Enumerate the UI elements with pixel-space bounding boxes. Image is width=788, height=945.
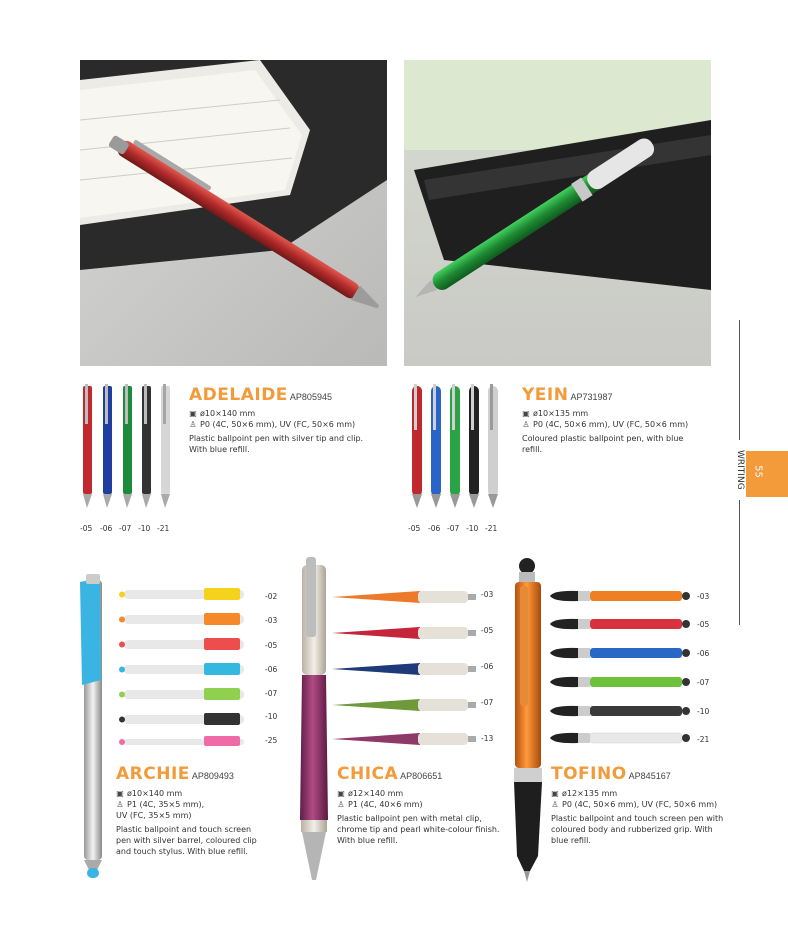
size-icon: ▣ [551,789,559,798]
yein-photo [404,60,711,366]
print-text: P0 (4C, 50×6 mm), UV (FC, 50×6 mm) [562,800,718,809]
tofino-large-pen [508,556,548,886]
variant-label: -07 [265,689,278,698]
size-text: ø10×135 mm [533,409,589,418]
variant-label: -03 [481,590,494,599]
chica-variants [330,586,480,746]
variant-label: -06 [481,662,494,671]
size-icon: ▣ [337,789,345,798]
yein-variants [408,384,508,514]
variant-label: -06 [265,665,278,674]
chica-large-pen [295,555,335,890]
print-text: P1 (4C, 40×6 mm) [348,800,423,809]
variant-label: -05 [697,620,710,629]
product-code: AP731987 [570,392,613,402]
variant-label: -06 [428,524,441,533]
variant-label: -25 [265,736,278,745]
print-text: P1 (4C, 35×5 mm), [127,800,205,809]
product-name-archie [116,764,234,784]
print-icon: ♙ [337,800,345,809]
product-code: AP805945 [289,392,332,402]
variant-label: -07 [697,678,710,687]
variant-label: -03 [697,592,710,601]
size-icon: ▣ [116,789,124,798]
product-name-yein [522,385,613,405]
size-icon: ▣ [522,409,530,418]
product-title: ADELAIDE [189,385,288,405]
variant-label: -05 [265,641,278,650]
print-text: P0 (4C, 50×6 mm), UV (FC, 50×6 mm) [200,420,356,429]
variant-label: -21 [485,524,498,533]
product-title: YEIN [522,385,569,405]
tofino-variants [548,586,694,746]
archie-specs [116,788,276,857]
variant-label: -07 [119,524,132,533]
size-text: ø12×135 mm [562,789,618,798]
size-text: ø12×140 mm [348,789,404,798]
chica-specs [337,788,507,846]
print-icon: ♙ [522,420,530,429]
description: Plastic ballpoint and touch screen pen with coloured body and rubberized grip. With blue refill. [551,814,724,845]
page-number: 55 [752,465,764,478]
section-divider-top [739,320,740,440]
variant-label: -06 [100,524,113,533]
product-title: TOFINO [551,764,627,784]
variant-label: -05 [80,524,93,533]
product-name-chica [337,764,442,784]
description: Plastic ballpoint pen with silver tip and clip. With blue refill. [189,434,364,454]
print-text: P0 (4C, 50×6 mm), UV (FC, 50×6 mm) [533,420,689,429]
print-icon: ♙ [189,420,197,429]
variant-label: -10 [466,524,479,533]
print-icon: ♙ [116,800,124,809]
section-label: WRITING [735,450,745,490]
section-divider-bottom [739,500,740,625]
product-name-adelaide [189,385,332,405]
variant-label: -21 [157,524,170,533]
size-text: ø10×140 mm [127,789,183,798]
adelaide-specs [189,408,379,455]
description: Plastic ballpoint pen with metal clip, chrome tip and pearl white-colour finish. With blue refill. [337,814,500,845]
variant-label: -10 [138,524,151,533]
variant-label: -02 [265,592,278,601]
variant-label: -05 [408,524,421,533]
variant-label: -06 [697,649,710,658]
adelaide-photo [80,60,387,366]
yein-specs [522,408,712,455]
product-code: AP809493 [191,771,234,781]
size-icon: ▣ [189,409,197,418]
archie-variants [118,586,258,746]
variant-label: -10 [265,712,278,721]
description: Coloured plastic ballpoint pen, with blue refill. [522,434,684,454]
tofino-specs [551,788,736,846]
product-code: AP806651 [400,771,443,781]
variant-label: -07 [481,698,494,707]
variant-label: -10 [697,707,710,716]
product-name-tofino [551,764,671,784]
variant-label: -03 [265,616,278,625]
description: Plastic ballpoint and touch screen pen with silver barrel, coloured clip and touch stylus. With blue refill. [116,825,257,856]
variant-label: -13 [481,734,494,743]
print-icon: ♙ [551,800,559,809]
product-code: AP845167 [628,771,671,781]
product-title: ARCHIE [116,764,190,784]
archie-large-pen [74,560,114,885]
product-title: CHICA [337,764,399,784]
print-text: UV (FC, 35×5 mm) [116,811,192,820]
size-text: ø10×140 mm [200,409,256,418]
adelaide-variants [80,384,180,514]
variant-label: -21 [697,735,710,744]
variant-label: -07 [447,524,460,533]
variant-label: -05 [481,626,494,635]
